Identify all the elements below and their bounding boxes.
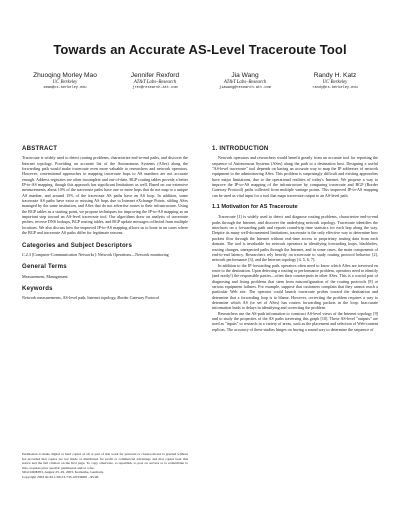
author-email: zmao@cs.berkeley.edu [43, 86, 87, 90]
intro-paragraph: Network operators and researchers would benefit greatly from an accurate tool for reporting the sequence of Autonomous Systems (ASes) along the path to a destination host. Designing a useful "AS-level traceroute" tool depends on having an accurate way to map the IP addresses of network equipment to the administering ASes. This problem is surprisingly difficult and existing approaches have major limitations, due to the operational realities of today's Internet. We propose a way to improve the IP-to-AS mapping of the infrastructure by comparing traceroute and BGP (Border Gateway Protocol) paths collected from multiple vantage points. This improved IP-to-AS mapping can be used as vital input for a tool that maps traceroute output to an AS-level path. [212, 155, 378, 198]
author-name: Randy H. Katz [313, 72, 357, 79]
author-block [112, 72, 198, 90]
motivation-paragraph: In addition to the IP forwarding path, operators often need to know which ASes are traversed en route to the destination. Upon detecting a routing or performance problem, operators need to identify (and notify!) the responsible parties—often their counterparts in other ASes. This is a crucial part of diagnosing and fixing problems that stem from misconfiguration of the routing protocols [8] or serious equipment failures. For example, suppose that customers complain that they cannot reach a particular Web site. The operator could launch traceroute probes toward the destination and determine that a forwarding loop is to blame. However, correcting the problem requires a way to determine which AS (or set of ASes) has routers forwarding packets in the loop. Inaccurate information leads to delays in identifying and correcting the problem. [212, 262, 378, 311]
author-name: Jia Wang [231, 72, 259, 79]
right-column [212, 146, 378, 332]
paper-title: Towards an Accurate AS-Level Traceroute Tool [53, 42, 347, 57]
keywords-text: Network measurements, AS-level path, Internet topology, Border Gateway Protocol [22, 295, 160, 301]
abstract-heading: ABSTRACT [22, 145, 58, 152]
general-terms-text: Measurement, Management [22, 273, 68, 279]
author-list [22, 72, 378, 90]
author-block [22, 72, 108, 90]
copyright-notice [22, 452, 188, 479]
motivation-paragraph: Researchers use the AS-path information to construct AS-level views of the Internet topology [9] and to study the properties of the AS paths traversing this graph [10]. These AS-level "outputs" are used as "inputs" to research in a variety of areas, such as the placement and selection of Web-content replicas. The accuracy of these studies hinges on having a sound way to determine the sequence of [212, 310, 378, 332]
intro-heading: 1. INTRODUCTION [212, 145, 269, 152]
author-affiliation: AT&T Labs–Research [133, 80, 177, 85]
author-block [202, 72, 288, 90]
permission-text: Permission to make digital or hard copies of all or part of this work for personal or classroom use is granted without fee provided that copies are not made or distributed for profit or commercial advantage and that copies bear this notice and the full citation on the first page. To copy otherwise, to republish, to post on servers or to redistribute to lists, requires prior specific permission and/or a fee. [22, 452, 188, 470]
author-email: randy@cs.berkeley.edu [312, 86, 358, 90]
author-affiliation: UC Berkeley [322, 80, 348, 85]
author-email: jrex@research.att.com [132, 86, 178, 90]
author-name: Zhuoqing Morley Mao [33, 72, 97, 79]
venue-text: SIGCOMM'03, August 25–29, 2003, Karlsruhe, Germany. [22, 470, 104, 474]
general-terms-heading: General Terms [22, 263, 67, 271]
motivation-paragraph: Traceroute [1] is widely used to detect and diagnose routing problems, characterize end-to-end paths through the Internet, and discover the underlying network topology. Traceroute identifies the interfaces on a forwarding path and reports round-trip time statistics for each hop along the way. Despite its many well-documented limitations, traceroute is the only effective way to determine how packets flow through the Internet without real-time access to proprietary routing data from each domain. The tool is invaluable for network operators in identifying forwarding loops, blackholes, routing changes, unexpected paths through the Internet, and in some cases, the main components of end-to-end latency. Researchers rely heavily on traceroute to study routing protocol behavior [2], network performance [3], and the Internet topology [4, 5, 6, 7]. [212, 214, 378, 263]
copyright-line: Copyright 2003 ACM 1-58113-735-4/03/0008 ...$5.00. [22, 474, 100, 479]
keywords-heading: Keywords [22, 284, 53, 292]
categories-heading: Categories and Subject Descriptors [22, 241, 133, 249]
categories-text: C.2.3 [Computer-Communication Networks]: Network Operations—Network monitoring [22, 251, 169, 257]
author-affiliation: AT&T Labs–Research [223, 80, 267, 85]
abstract-text: Traceroute is widely used to detect routing problems, characterize end-to-end paths, and discover the Internet topology. Providing an accurate list of the Autonomous Systems (ASes) along the forwarding path would make traceroute even more valuable to researchers and network operators. However, conventional approaches to mapping traceroute hops to AS numbers are not accurate enough. Address registries are often incomplete and out-of-date. BGP routing tables provide a better IP-to-AS mapping, though this approach has significant limitations as well. Based on our extensive measurements, about 10% of the traceroute paths have one or more hops that do not map to a unique AS number, and around 15% of the traceroute AS paths have an AS loop. In addition, some traceroute AS paths have extra or missing AS hops due to Internet eXchange Points, sibling ASes managed by the same institution, and ASes that do not advertise routes to their infrastructure. Using the BGP tables as a starting point, we propose techniques for improving the IP-to-AS mapping as an important step toward an AS-level traceroute tool. Our algorithms draw on analysis of traceroute probes, reverse DNS lookups, BGP routing tables, and BGP update messages collected from multiple locations. We also discuss how the improved IP-to-AS mapping allows us to hone in on cases where the BGP and traceroute AS paths differ for legitimate reasons. [22, 155, 188, 236]
left-column [22, 146, 188, 301]
author-affiliation: UC Berkeley [52, 80, 78, 85]
author-email: jiawang@research.att.com [219, 86, 271, 90]
motivation-heading: 1.1 Motivation for AS Traceroute [212, 204, 298, 211]
author-block [292, 72, 378, 90]
author-name: Jennifer Rexford [130, 72, 180, 79]
